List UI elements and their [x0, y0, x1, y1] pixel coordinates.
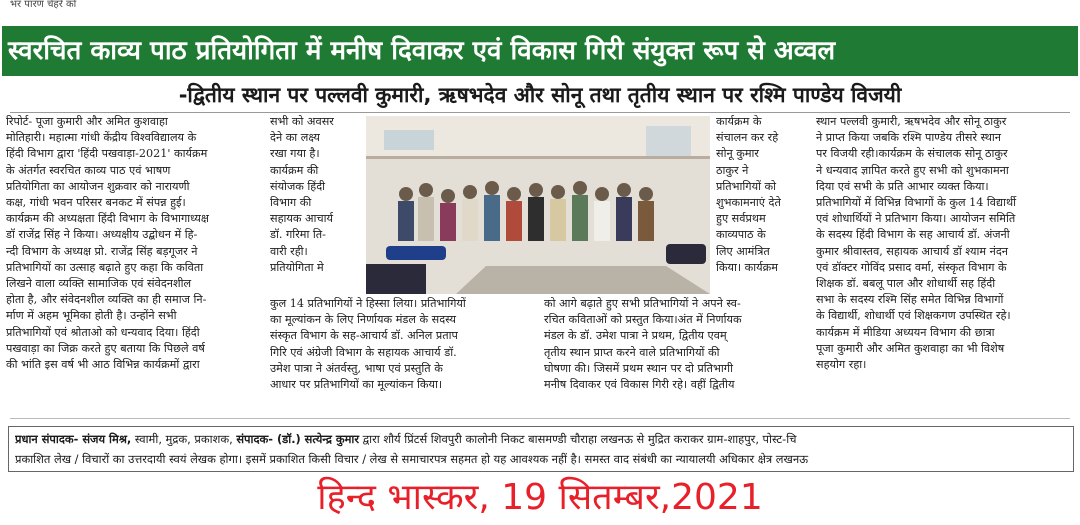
article-text-line: पखवाड़ा का जिक्र करते हुए बताया कि पिछले वर्ष [6, 341, 205, 355]
article-text-line: के सदस्य हिंदी विभाग के सह आचार्य डॉ. अंजनी [816, 228, 1010, 242]
article-text-line: मनीष दिवाकर एवं विकास गिरी रहे। वहीं द्वितीय [544, 378, 735, 392]
article-text-line: विभाग की [270, 196, 312, 210]
article-text-line: की भांति इस वर्ष भी आठ विभिन्न कार्यक्रमों द्वारा [6, 358, 200, 372]
divider-rule [10, 418, 1070, 419]
article-column-2-bottom [270, 296, 532, 408]
article-text-line: प्रतिभागियों को [716, 179, 777, 193]
editor: संपादक- (डॉ.) सत्येन्द्र कुमार [236, 432, 359, 446]
imprint-address: द्वारा शौर्य प्रिंटर्स शिवपुरी कालोनी निकट बासमण्डी चौराहा लखनऊ से मुद्रित कराकर ग्राम-शाहपुर, पोस्ट-चि [359, 432, 797, 446]
article-text-line: के विद्यार्थी, शोधार्थी एवं शिक्षकगण उपस्थित रहे। [816, 309, 1011, 323]
imprint-line-2: प्रकाशित लेख / विचारों का उत्तरदायी स्वयं लेखक होगा। इसमें प्रकाशित किसी विचार / लेख से समाचारपत्र सहमत हो यह आवश्यक नहीं है। समस्त वाद संबंधी का न्यायालयी अधिकार क्षेत्र लखनऊ [15, 452, 809, 466]
article-text-line: वारी रही। [270, 244, 308, 258]
subheadline: -द्वितीय स्थान पर पल्लवी कुमारी, ऋषभदेव और सोनू तथा तृतीय स्थान पर रश्मि पाण्डेय विजयी [178, 83, 902, 107]
imprint-line-1 [15, 429, 1067, 449]
article-text-line: सभी को अवसर [270, 115, 334, 128]
article-text-line: गिरि एवं अंग्रेजी विभाग के सहायक आचार्य डॉ. [270, 345, 457, 359]
article-text-line: एवं शोधार्थियों ने प्रतिभाग किया। आयोजन समिति [816, 212, 1016, 226]
top-strip: भर पारण चेहरे को [10, 0, 77, 10]
article-column-2-top [270, 114, 358, 279]
article-text-line: प्रतियोगिता मे [270, 260, 324, 274]
article-text-line: तृतीय स्थान प्राप्त करने वाले प्रतिभागियों की [544, 345, 720, 359]
headline-banner: स्वरचित काव्य पाठ प्रतियोगिता में मनीष दिवाकर एवं विकास गिरी संयुक्त रूप से अव्वल [2, 26, 1078, 76]
event-group-photo [366, 116, 710, 294]
article-text-line: कार्यक्रम के [716, 115, 762, 128]
article-text-line: का मूल्यांकन के लिए निर्णायक मंडल के सदस्य [270, 313, 457, 327]
article-text-line: पूजा कुमारी और अमित कुशवाहा का भी विशेष [816, 341, 1005, 355]
article-text-line: घोषणा की। जिसमें प्रथम स्थान पर दो प्रतिभागी [544, 361, 733, 375]
article-text-line: कार्यक्रम की अध्यक्षता हिंदी विभाग के विभागाध्यक्ष [6, 212, 209, 226]
imprint-box [8, 426, 1074, 472]
article-text-line: ने प्राप्त किया जबकि रश्मि पाण्डेय तीसरे स्थान [816, 131, 1001, 145]
imprint-owner: स्वामी, मुद्रक, प्रकाशक, [131, 432, 237, 446]
article-text-line: संयोजक हिंदी [270, 179, 326, 193]
article-text-line: दिया एवं सभी के प्रति आभार व्यक्त किया। [816, 179, 989, 193]
article-text-line: संचालन कर रहे [716, 131, 779, 145]
article-text-line: को आगे बढ़ाते हुए सभी प्रतिभागियों ने अपने स्व- [544, 297, 741, 310]
publication-dateline: हिन्द भास्कर, 19 सितम्बर,2021 [317, 477, 763, 518]
article-text-line: प्रतियोगिता का आयोजन शुक्रवार को नारायणी [6, 179, 190, 193]
article-text-line: हिंदी विभाग द्वारा 'हिंदी पखवाड़ा-2021' कार्यक्रम [6, 147, 208, 161]
article-text-line: मोतिहारी। महात्मा गांधी केंद्रीय विश्वविद्यालय के [6, 131, 197, 145]
article-column-1 [6, 114, 258, 410]
divider-rule [10, 112, 1070, 113]
article-text-line: कक्ष, गांधी भवन परिसर बनकट में संपन्न हुई। [6, 196, 186, 210]
article-text-line: हुए सर्वप्रथम [716, 212, 766, 226]
article-text-line: सभा के सदस्य रश्मि सिंह समेत विभिन्न विभागों [816, 293, 1004, 307]
article-text-line: एवं डॉक्टर गोविंद प्रसाद वर्मा, संस्कृत विभाग के [816, 260, 1007, 274]
article-text-line: प्रतिभागियों एवं श्रोताओ को धन्यवाद दिया। हिंदी [6, 325, 200, 339]
article-text-line: संस्कृत विभाग के सह-आचार्य डॉ. अनिल प्रताप [270, 329, 458, 343]
article-text-line: रचित कविताओं को प्रस्तुत किया।अंत में निर्णायक [544, 313, 742, 327]
article-text-line: रिपोर्ट- पूजा कुमारी और अमित कुशवाहा [6, 115, 168, 128]
article-text-line: आधार पर प्रतिभागियों का मूल्यांकन किया। [270, 378, 443, 392]
article-text-line: डॉ. गरिमा ति- [270, 228, 326, 242]
article-text-line: के अंतर्गत स्वरचित काव्य पाठ एवं भाषण [6, 163, 171, 177]
article-text-line: शुभकामनाएं देते [716, 196, 781, 210]
article-text-line: पर विजयी रही।कार्यक्रम के संचालक सोनू ठाकुर [816, 147, 1008, 161]
article-text-line: कार्यक्रम की [270, 163, 319, 177]
article-text-line: कुल 14 प्रतिभागियों ने हिस्सा लिया। प्रतिभागियों [270, 297, 466, 310]
article-text-line: मंडल के डॉ. उमेश पात्रा ने प्रथम, द्वितीय एवम् [544, 329, 727, 343]
article-column-3-top [716, 114, 804, 279]
article-text-line: स्थान पल्लवी कुमारी, ऋषभदेव और सोनू ठाकुर [816, 115, 1007, 128]
article-text-line: र्माण में अहम भूमिका होती है। उन्होंने सभी [6, 309, 177, 323]
article-text-line: कुमार श्रीवास्तव, सहायक आचार्य डॉ श्याम नंदन [816, 244, 1009, 258]
article-text-line: कार्यक्रम में मीडिया अध्ययन विभाग की छात्रा [816, 325, 995, 339]
article-text-line: रखा गया है। [270, 147, 320, 161]
article-text-line: सहायक आचार्य [270, 212, 333, 226]
article-text-line: देने का लक्ष्य [270, 131, 320, 145]
article-text-line: लिखने वाला व्यक्ति सामाजिक एवं संवेदनशील [6, 277, 192, 291]
article-text-line: ठाकुर ने [716, 163, 749, 177]
article-text-line: प्रतिभागियों में विभिन्न विभागों के कुल 14 विद्यार्थी [816, 196, 1017, 210]
article-text-line: सोनू कुमार [716, 147, 759, 161]
article-text-line: न्दी विभाग के अध्यक्ष प्रो. राजेंद्र सिंह बड़गूजर ने [6, 244, 198, 258]
article-text-line: डॉ राजेंद्र सिंह ने किया। अध्यक्षीय उद्बोधन में हि- [6, 228, 198, 242]
article-column-4 [816, 114, 1074, 410]
article-text-line: सहयोग रहा। [816, 358, 867, 372]
article-text-line: प्रतिभागियों का उत्साह बढ़ाते हुए कहा कि कविता [6, 260, 204, 274]
article-column-3-bottom [544, 296, 806, 408]
article-text-line: लिए आमंत्रित [716, 244, 770, 258]
article-text-line: किया। कार्यक्रम [716, 260, 778, 274]
article-text-line: होता है, और संवेदनशील व्यक्ति का ही समाज नि- [6, 293, 207, 307]
article-text-line: उमेश पात्रा ने अंतर्वस्तु, भाषा एवं प्रस्तुति के [270, 361, 443, 375]
article-text-line: ने धन्यवाद ज्ञापित करते हुए सभी को शुभकामना [816, 163, 1009, 177]
article-text-line: काव्यपाठ के [716, 228, 766, 242]
chief-editor: प्रधान संपादक- संजय मिश्र, [15, 432, 132, 446]
article-text-line: शिक्षक डॉ. बबलू पाल और शोधार्थी सह हिंदी [816, 277, 996, 291]
